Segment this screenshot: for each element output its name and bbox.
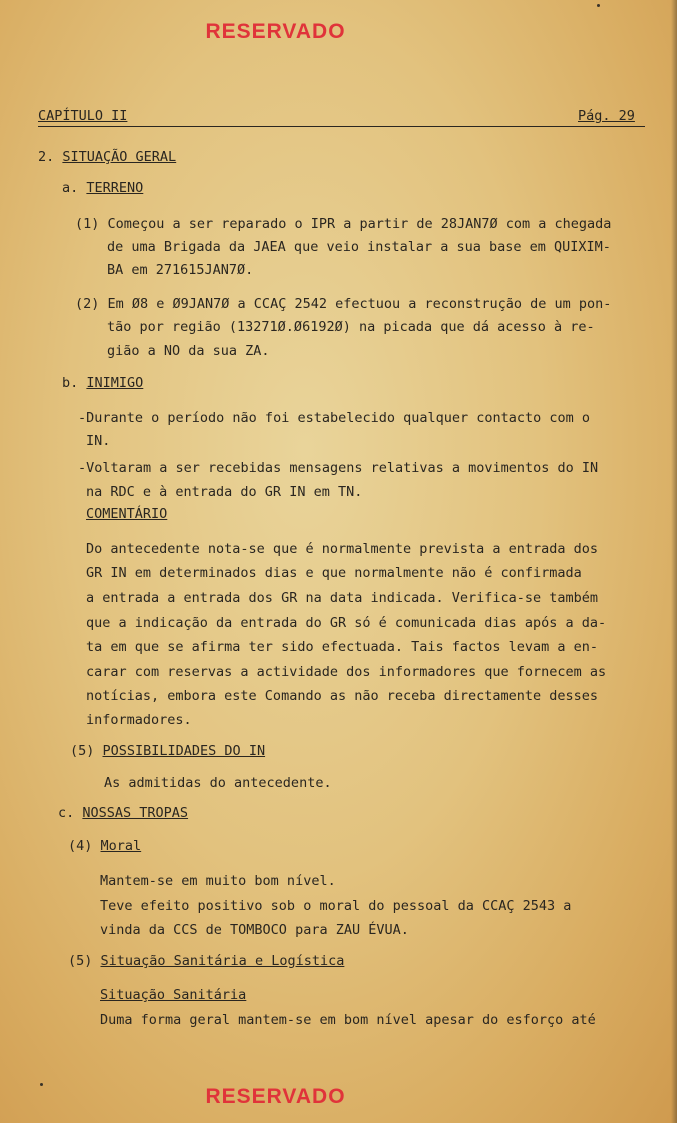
paragraph-line: Duma forma geral mantem-se em bom nível apesar do esforço até	[100, 1012, 596, 1028]
subheading-sanitaria: Situação Sanitária	[100, 987, 247, 1003]
subsection-moral: (4) Moral	[68, 838, 142, 854]
subsection-inimigo: b. INIMIGO	[62, 375, 144, 391]
section-title: 2. SITUAÇÃO GERAL	[38, 149, 177, 165]
paragraph-line: a entrada a entrada dos GR na data indicada. Verifica-se também	[86, 590, 599, 606]
section-title-text: SITUAÇÃO GERAL	[62, 149, 177, 165]
paragraph-line: (1) Começou a ser reparado o IPR a partir de 28JAN7Ø com a chegada	[75, 216, 612, 232]
paragraph-line: IN.	[86, 433, 111, 449]
reservado-stamp-bottom: RESERVADO	[205, 1085, 346, 1108]
paragraph-line: Do antecedente nota-se que é normalmente prevista a entrada dos	[86, 541, 599, 557]
reservado-stamp-top: RESERVADO	[205, 20, 346, 43]
subsection-possibilidades: (5) POSSIBILIDADES DO IN	[70, 743, 266, 759]
page-edge-shadow	[671, 0, 677, 1123]
page-number: Pág. 29	[578, 108, 635, 124]
subsection-nossas-tropas: c. NOSSAS TROPAS	[58, 805, 189, 821]
paragraph-line: tão por região (13271Ø.Ø6192Ø) na picada que dá acesso à re-	[107, 319, 595, 335]
paragraph-line: que a indicação da entrada do GR só é comunicada dias após a da-	[86, 615, 607, 631]
subsection-terreno: a. TERRENO	[62, 180, 144, 196]
paragraph-line: Mantem-se em muito bom nível.	[100, 873, 336, 889]
subsection-sanitaria-logistica: (5) Situação Sanitária e Logística	[68, 953, 345, 969]
paragraph-line: notícias, embora este Comando as não receba directamente desses	[86, 688, 599, 704]
paragraph-line: na RDC e à entrada do GR IN em TN.	[86, 484, 363, 500]
paragraph-line: gião a NO da sua ZA.	[107, 343, 270, 359]
paragraph-line: informadores.	[86, 712, 192, 728]
paragraph-line: -Durante o período não foi estabelecido qualquer contacto com o	[78, 410, 591, 426]
ink-mark	[597, 4, 600, 7]
paragraph-line: As admitidas do antecedente.	[104, 775, 332, 791]
ink-mark	[40, 1083, 43, 1086]
paragraph-line: BA em 271615JAN7Ø.	[107, 262, 254, 278]
comment-heading: COMENTÁRIO	[86, 506, 168, 522]
chapter-heading: CAPÍTULO II	[38, 108, 128, 124]
paragraph-line: GR IN em determinados dias e que normalmente não é confirmada	[86, 565, 582, 581]
paragraph-line: carar com reservas a actividade dos informadores que fornecem as	[86, 664, 607, 680]
paragraph-line: -Voltaram a ser recebidas mensagens relativas a movimentos do IN	[78, 460, 599, 476]
paragraph-line: ta em que se afirma ter sido efectuada. Tais factos levam a en-	[86, 639, 599, 655]
paragraph-line: Teve efeito positivo sob o moral do pessoal da CCAÇ 2543 a	[100, 898, 572, 914]
paragraph-line: de uma Brigada da JAEA que veio instalar a sua base em QUIXIM-	[107, 239, 611, 255]
header-rule	[38, 126, 645, 127]
paragraph-line: (2) Em Ø8 e Ø9JAN7Ø a CCAÇ 2542 efectuou a reconstrução de um pon-	[75, 296, 612, 312]
paragraph-line: vinda da CCS de TOMBOCO para ZAU ÉVUA.	[100, 922, 409, 938]
